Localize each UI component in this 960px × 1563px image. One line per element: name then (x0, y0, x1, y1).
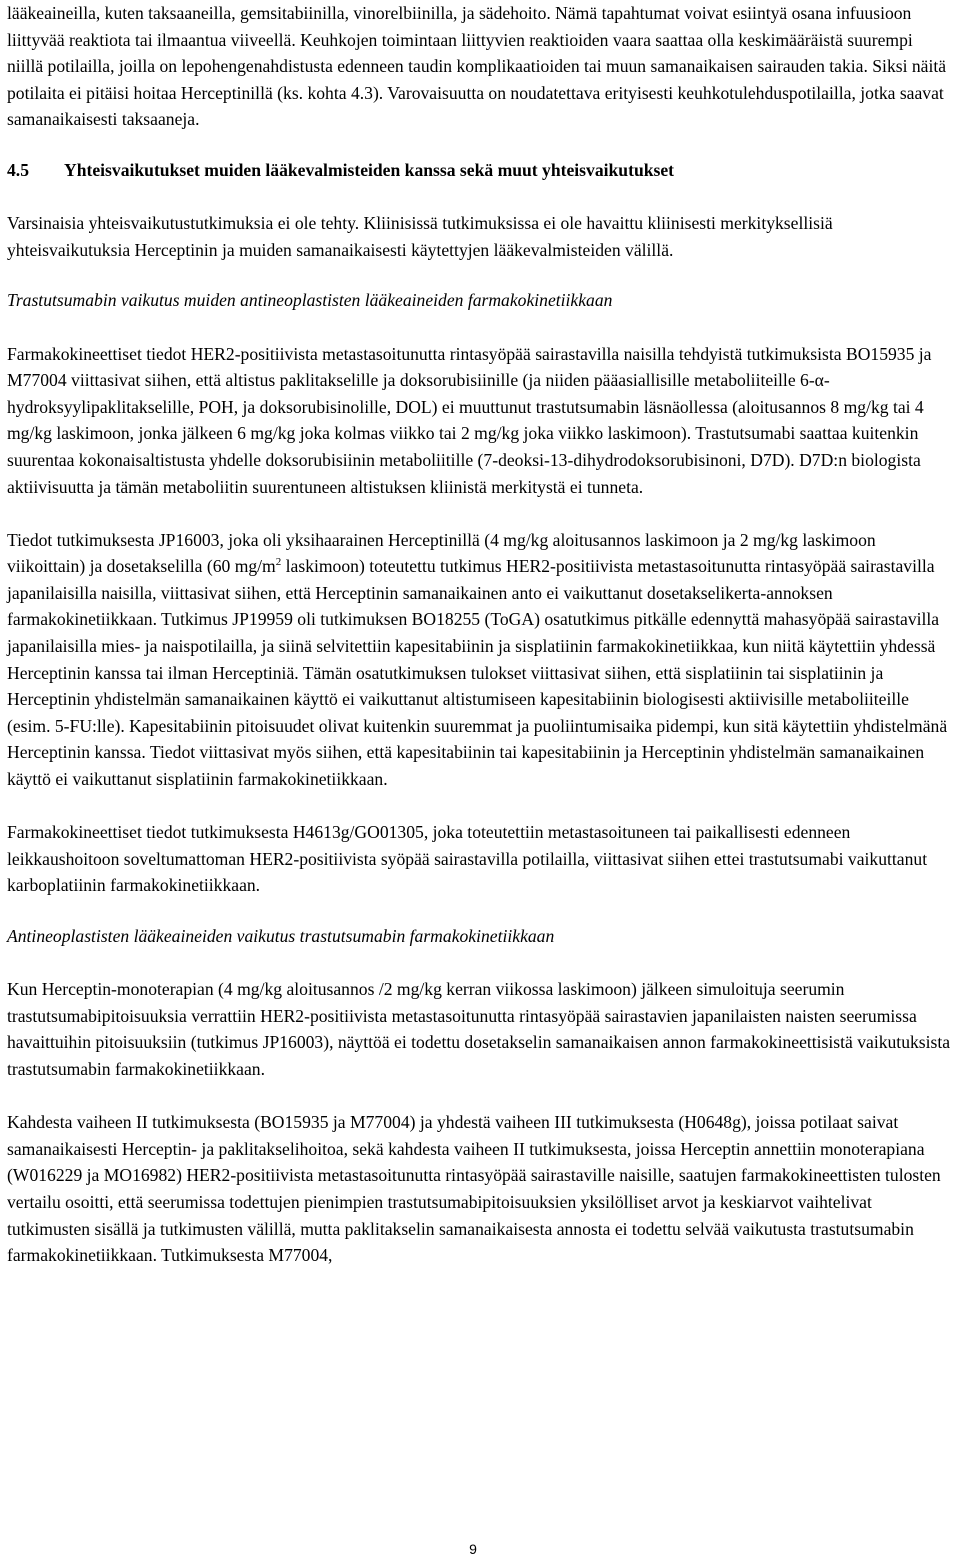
subheading-2: Antineoplastisten lääkeaineiden vaikutus trastutsumabin farmakokinetiikkaan (7, 926, 555, 946)
document-page (7, 0, 953, 1269)
page-number: 9 (469, 1541, 477, 1557)
subheading-1: Trastutsumabin vaikutus muiden antineoplastisten lääkeaineiden farmakokinetiikkaan (7, 290, 613, 311)
section-title: Yhteisvaikutukset muiden lääkevalmisteiden kanssa sekä muut yhteisvaikutukset (64, 159, 675, 180)
paragraph-5: Farmakokineettiset tiedot tutkimuksesta H4613g/GO01305, joka toteutettiin metastasoituneen tai paikallisesti edenneen leikkaushoitoon soveltumattoman HER2-positiivista syöpää sairastavilla potilailla, viittasivat siihen ettei trastutsumabi vaikuttanut karboplatiinin farmakokinetiikkaan. (7, 822, 928, 896)
section-heading (7, 157, 953, 184)
paragraph-1: lääkeaineilla, kuten taksaaneilla, gemsitabiinilla, vinorelbiinilla, ja sädehoito. Nämä tapahtumat voivat esiintyä osana infuusioon liittyvää reaktiota tai ilmaantua viiveellä. Keuhkojen toimintaan liittyvien reaktioiden vaara saattaa olla keskimääräistä suurempi niillä potilailla, joilla on lepohengenahdistusta edenneen taudin komplikaatioiden tai muun samanaikaisen sairauden takia. Siksi näitä potilaita ei pitäisi hoitaa Herceptinillä (ks. kohta 4.3). Varovaisuutta on noudatettava erityisesti keuhkotulehduspotilailla, jotka saavat samanaikaisesti taksaaneja. (7, 3, 947, 130)
paragraph-7: Kahdesta vaiheen II tutkimuksesta (BO15935 ja M77004) ja yhdestä vaiheen III tutkimuksesta (H0648g), joissa potilaat saivat samanaikaisesti Herceptin- ja paklitakselihoitoa, sekä kahdesta vaiheen II tutkimuksesta, joissa Herceptin annettiin monoterapiana (W016229 ja MO16982) HER2-positiivista metastasoitunutta rintasyöpää sairastaville naisille, saatujen farmakokineettisten tulosten vertailu osoitti, että seerumissa todettujen pienimpien trastutsumabipitoisuuksien yksilölliset arvot ja keskiarvot vaihtelivat tutkimusten sisällä ja tutkimusten välillä, mutta paklitakselin samanaikaisesta annosta ei todettu selvää vaikutusta trastutsumabin farmakokinetiikkaan. Tutkimuksesta M77004, (7, 1112, 941, 1266)
paragraph-3: Farmakokineettiset tiedot HER2-positiivista metastasoitunutta rintasyöpää sairastavilla naisilla tehdyistä tutkimuksista BO15935 ja M77004 viittasivat siihen, että altistus paklitakselille ja doksorubisiinille (ja niiden pääasiallisille metaboliiteille 6-α-hydroksyylipaklitakselille, POH, ja doksorubisinolille, DOL) ei muuttunut trastutsumabin läsnäollessa (aloitusannos 8 mg/kg tai 4 mg/kg laskimoon, jonka jälkeen 6 mg/kg joka kolmas viikko tai 2 mg/kg joka viikko laskimoon). Trastutsumabi saattaa kuitenkin suurentaa kokonaisaltistusta yhdelle doksorubisiinin metaboliitille (7-deoksi-13-dihydrodoksorubisinoni, D7D). D7D:n biologista aktiivisuutta ja tämän metaboliitin suurentuneen altistuksen kliinistä merkitystä ei tunneta. (7, 343, 932, 497)
paragraph-4-text-b: laskimoon) toteutettu tutkimus HER2-positiivista metastasoitunutta rintasyöpää sairastavilla japanilaisilla naisilla, viittasivat siihen, että Herceptinin samanaikainen anto ei vaikuttanut dosetakselikerta-annoksen farmakokinetiikkaan. Tutkimus JP19959 oli tutkimuksen BO18255 (ToGA) osatutkimus pitkälle edennyttä mahasyöpää sairastavilla japanilaisilla mies- ja naispotilailla, ja siinä selvitettiin kapesitabiinin ja sisplatiinin farmakokinetiikkaa, kun niitä käytettiin yhdessä Herceptinin kanssa tai ilman Herceptiniä. Tämän osatutkimuksen tulokset viittasivat siihen, että sisplatiinin tai sisplatiinin ja Herceptinin yhdistelmän samanaikainen käyttö ei vaikuttanut altistumiseen kapesitabiinin biologisesti aktiivisille metaboliiteille (esim. 5-FU:lle). Kapesitabiinin pitoisuudet olivat kuitenkin suuremmat ja puoliintumisaika pidempi, kun sitä käytettiin yhdistelmänä Herceptinin kanssa. Tiedot viittasivat myös siihen, että kapesitabiinin tai kapesitabiinin ja Herceptinin yhdistelmän samanaikainen käyttö ei vaikuttanut sisplatiinin farmakokinetiikkaan. (7, 556, 948, 790)
paragraph-2: Varsinaisia yhteisvaikutustutkimuksia ei ole tehty. Kliinisissä tutkimuksissa ei ole havaittu kliinisesti merkityksellisiä yhteisvaikutuksia Herceptinin ja muiden samanaikaisesti käytettyjen lääkevalmisteiden välillä. (7, 213, 833, 260)
paragraph-4-text-a: Tiedot tutkimuksesta JP16003, joka oli yksihaarainen Herceptinillä (4 mg/kg aloitusannos laskimoon ja 2 mg/kg laskimoon viikoittain) ja dosetakselilla (60 mg/m (7, 529, 876, 577)
paragraph-4 (7, 527, 953, 793)
paragraph-6: Kun Herceptin-monoterapian (4 mg/kg aloitusannos /2 mg/kg kerran viikossa laskimoon) jälkeen simuloituja seerumin trastutsumabipitoisuuksia verrattiin HER2-positiivista metastasoitunutta rintasyöpää sairastavien japanilaisten naisten seerumissa havaittuihin pitoisuuksiin (tutkimus JP16003), näyttöä ei todettu dosetakselin samanaikaisen annon farmakokineettisistä vaikutuksista trastutsumabin farmakokinetiikkaan. (7, 979, 951, 1079)
section-number: 4.5 (7, 159, 29, 180)
superscript: 2 (275, 556, 282, 569)
